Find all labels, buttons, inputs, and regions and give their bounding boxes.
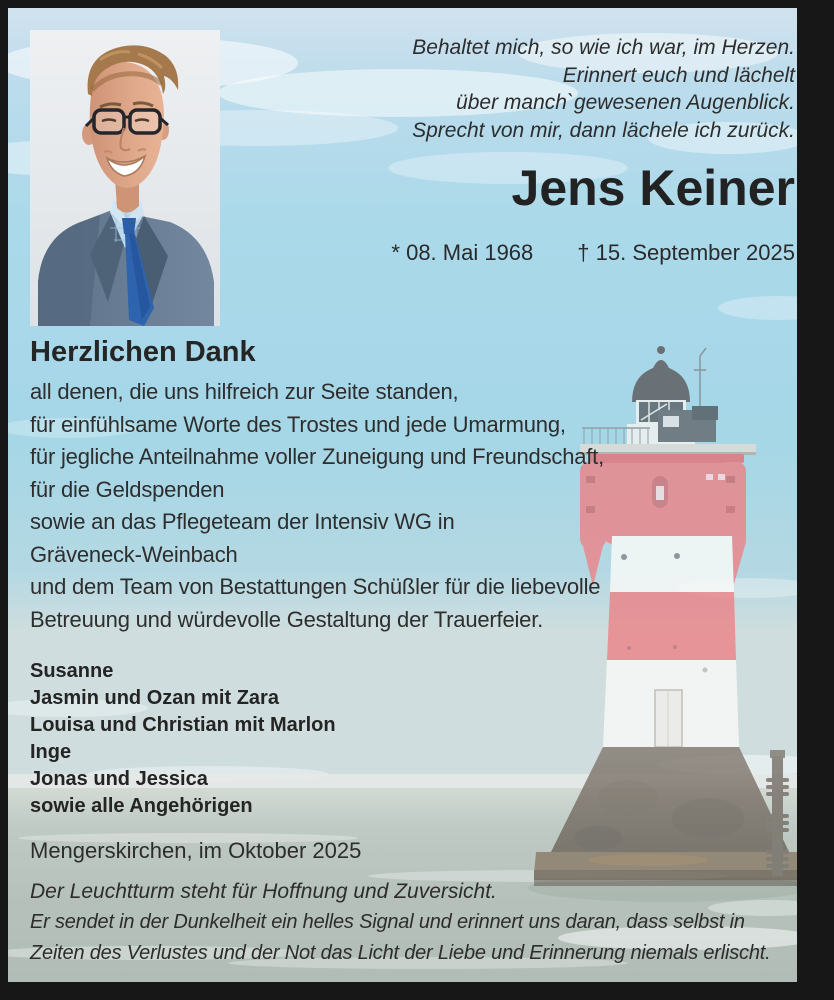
poem-line: über manch`gewesenen Augenblick. bbox=[456, 91, 795, 114]
family-line: sowie alle Angehörigen bbox=[30, 795, 253, 817]
life-dates bbox=[391, 238, 795, 268]
family-names bbox=[30, 658, 336, 820]
thanks-heading: Herzlichen Dank bbox=[30, 336, 256, 368]
portrait-photo bbox=[30, 30, 220, 326]
closing-line: Der Leuchtturm steht für Hoffnung und Zuversicht. bbox=[30, 880, 497, 903]
closing-line: Zeiten des Verlustes und der Not das Licht der Liebe und Erinnerung niemals erlischt. bbox=[30, 942, 771, 964]
family-line: Inge bbox=[30, 741, 72, 763]
poem-line: Sprecht von mir, dann lächele ich zurück. bbox=[412, 118, 795, 142]
thanks-line: all denen, die uns hilfreich zur Seite standen, bbox=[30, 379, 459, 404]
place-date: Mengerskirchen, im Oktober 2025 bbox=[30, 838, 362, 863]
family-line: Louisa und Christian mit Marlon bbox=[30, 714, 336, 736]
thanks-line: für die Geldspenden bbox=[30, 476, 225, 502]
thanks-line: Betreuung und würdevolle Gestaltung der Trauerfeier. bbox=[30, 606, 544, 632]
thanks-line: für jegliche Anteilnahme voller Zuneigung und Freundschaft, bbox=[30, 444, 605, 469]
thanks-line: sowie an das Pflegeteam der Intensiv WG in bbox=[30, 509, 455, 534]
thanks-line: Gräveneck-Weinbach bbox=[30, 541, 238, 567]
thanks-text bbox=[30, 376, 604, 636]
closing-line: Er sendet in der Dunkelheit ein helles Signal und erinnert uns daran, dass selbst in bbox=[30, 911, 745, 933]
thanks-line: für einfühlsame Worte des Trostes und jede Umarmung, bbox=[30, 411, 566, 437]
deceased-name: Jens Keiner bbox=[511, 160, 795, 216]
portrait-photo-image bbox=[30, 30, 220, 326]
family-line: Susanne bbox=[30, 660, 114, 682]
birth-date: * 08. Mai 1968 bbox=[391, 240, 534, 265]
family-line: Jonas und Jessica bbox=[30, 768, 208, 790]
memorial-poem bbox=[412, 34, 795, 144]
death-date: † 15. September 2025 bbox=[577, 240, 795, 265]
thanks-line: und dem Team von Bestattungen Schüßler für die liebevolle bbox=[30, 574, 601, 599]
poem-line: Behaltet mich, so wie ich war, im Herzen. bbox=[412, 36, 795, 59]
family-line: Jasmin und Ozan mit Zara bbox=[30, 687, 279, 709]
obituary-content bbox=[8, 8, 797, 982]
poem-line: Erinnert euch und lächelt bbox=[562, 63, 795, 87]
